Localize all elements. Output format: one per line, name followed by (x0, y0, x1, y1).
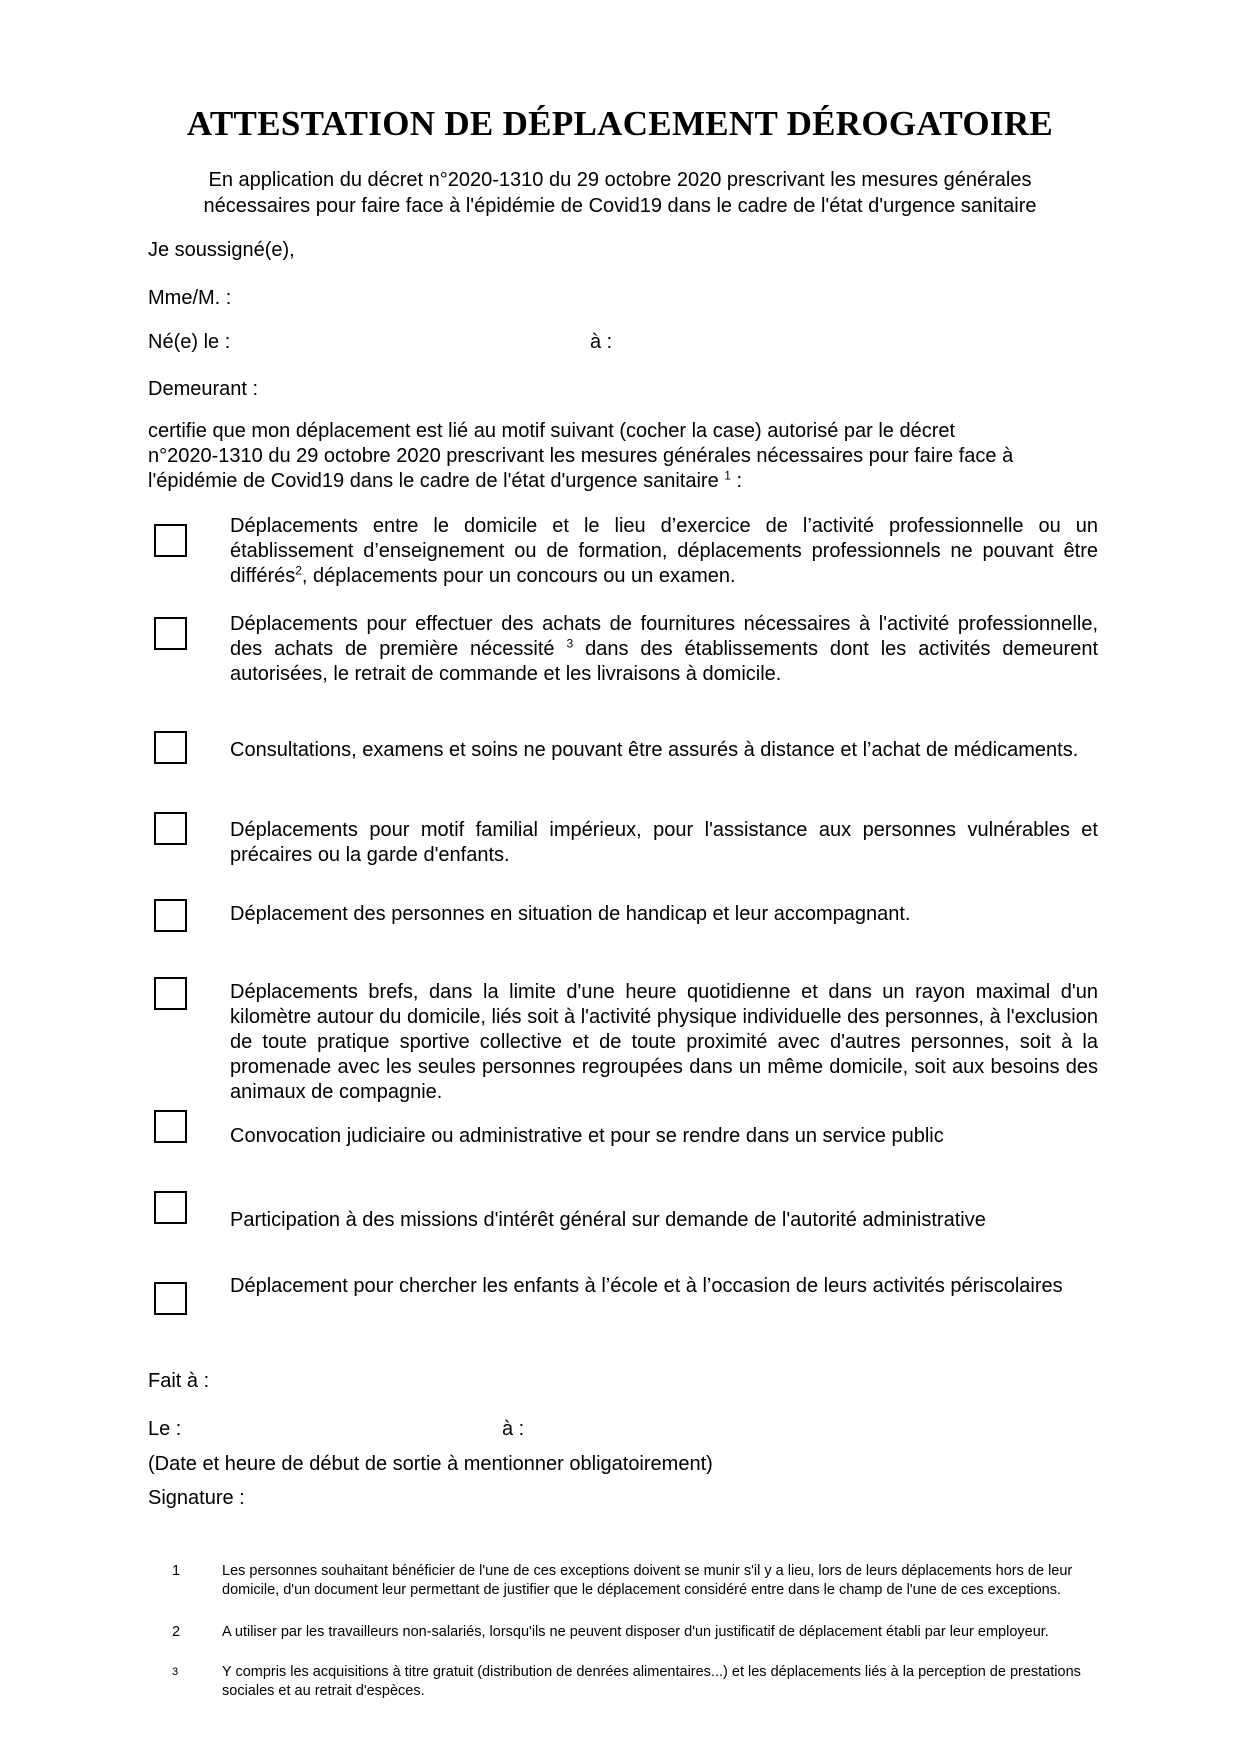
footnote-1 (172, 1562, 1080, 1622)
motive-summons-text: Convocation judiciaire ou administrative et pour se rendre dans un service public (230, 1125, 944, 1147)
motive-work-checkbox[interactable] (154, 524, 187, 557)
undersigned-label: Je soussigné(e), (148, 239, 295, 261)
footnote-ref-3: 3 (566, 636, 574, 651)
decree-intro (130, 167, 1110, 219)
motive-school-text: Déplacement pour chercher les enfants à l’école et à l’occasion de leurs activités périscolaires (230, 1275, 1063, 1297)
date-label: Le : (148, 1418, 182, 1440)
decree-intro-line-2: nécessaires pour faire face à l'épidémie de Covid19 dans le cadre de l'état d'urgence sanitaire (203, 195, 1037, 217)
motive-work-text-b: , déplacements pour un concours ou un examen. (301, 565, 736, 587)
motive-health-checkbox[interactable] (154, 731, 187, 764)
address-label: Demeurant : (148, 378, 259, 400)
certification-paragraph (148, 419, 1098, 494)
motive-purchases-text (230, 612, 1098, 687)
certification-line-3 (148, 469, 1098, 494)
footnote-2-text: A utiliser par les travailleurs non-salariés, lorsqu'ils ne peuvent disposer d'un justificatif de déplacement établi par leur employeur. (222, 1624, 1049, 1640)
birth-date-label: Né(e) le : (148, 331, 231, 353)
certification-line-1: certifie que mon déplacement est lié au motif suivant (cocher la case) autorisé par le décret (148, 420, 956, 442)
motive-purchases-text-b: dans des établissements dont les activités demeurent autorisées, le retrait de commande et les livraisons à domicile. (230, 638, 1098, 685)
motive-summons-checkbox[interactable] (154, 1110, 187, 1143)
footnote-ref-1: 1 (724, 468, 731, 483)
footnote-ref-2: 2 (295, 563, 302, 578)
footnote-2 (172, 1623, 1080, 1663)
motive-work-text (230, 514, 1098, 589)
footnote-3-text: Y compris les acquisitions à titre gratuit (distribution de denrées alimentaires...) et les déplacements liés à la perception de prestations sociales et au retrait d'espèces. (222, 1664, 1081, 1699)
motive-purchases-text-a: Déplacements pour effectuer des achats de fournitures nécessaires à l'activité professionnelle, des achats de première nécessité (230, 613, 1098, 660)
certification-colon: : (730, 470, 743, 492)
motive-work-text-a: Déplacements entre le domicile et le lieu d’exercice de l’activité professionnelle ou un établissement d’enseignement ou de formation, déplacements professionnels ne pouvant être différés (230, 515, 1098, 587)
page-title: ATTESTATION DE DÉPLACEMENT DÉROGATOIRE (186, 104, 1054, 143)
time-label: à : (502, 1418, 525, 1440)
motive-handicap-text: Déplacement des personnes en situation de handicap et leur accompagnant. (230, 903, 911, 925)
motive-purchases-checkbox[interactable] (154, 617, 187, 650)
motive-family-checkbox[interactable] (154, 812, 187, 845)
name-label: Mme/M. : (148, 287, 232, 309)
decree-intro-line-1: En application du décret n°2020-1310 du 29 octobre 2020 prescrivant les mesures générales (208, 169, 1032, 191)
footnote-1-text: Les personnes souhaitant bénéficier de l'une de ces exceptions doivent se munir s'il y a lieu, lors de leurs déplacements hors de leur domicile, d'un document leur permettant de justifier que le déplacement considéré entre dans le champ de l'une de ces exceptions. (222, 1563, 1073, 1598)
made-at-label: Fait à : (148, 1370, 210, 1392)
motive-general-interest-text: Participation à des missions d'intérêt général sur demande de l'autorité administrative (230, 1209, 986, 1231)
motive-health-text: Consultations, examens et soins ne pouvant être assurés à distance et l’achat de médicaments. (230, 739, 1079, 761)
footnote-3 (172, 1663, 1081, 1703)
motive-family-text: Déplacements pour motif familial impérieux, pour l'assistance aux personnes vulnérables et précaires ou la garde d'enfants. (230, 819, 1098, 866)
signature-label: Signature : (148, 1487, 245, 1509)
motive-general-interest-checkbox[interactable] (154, 1191, 187, 1224)
motive-handicap-checkbox[interactable] (154, 899, 187, 932)
motive-exercise-text: Déplacements brefs, dans la limite d'une heure quotidienne et dans un rayon maximal d'un kilomètre autour du domicile, liés soit à l'activité physique individuelle des personnes, à l'exclusion de toute pratique sportive collective et de toute proximité avec d'autres personnes, soit à la promenade avec les seules personnes regroupées dans un même domicile, soit aux besoins des animaux de compagnie. (230, 981, 1098, 1103)
birth-place-label: à : (590, 331, 613, 353)
footnote-3-number: 3 (172, 1666, 179, 1678)
date-time-note: (Date et heure de début de sortie à mentionner obligatoirement) (148, 1453, 713, 1475)
motive-school-checkbox[interactable] (154, 1282, 187, 1315)
footnote-1-number: 1 (172, 1563, 181, 1579)
certification-line-2: n°2020-1310 du 29 octobre 2020 prescrivant les mesures générales nécessaires pour faire face à (148, 445, 1014, 467)
certification-line-3-text: l'épidémie de Covid19 dans le cadre de l'état d'urgence sanitaire (148, 470, 719, 492)
footnote-2-number: 2 (172, 1624, 181, 1640)
motive-exercise-checkbox[interactable] (154, 977, 187, 1010)
